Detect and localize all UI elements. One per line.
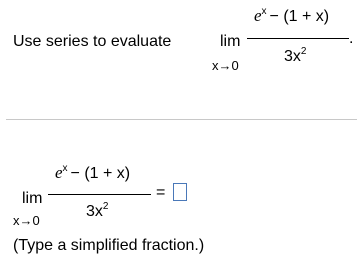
question-prompt: Use series to evaluate xyxy=(13,33,172,50)
answer-limit-label: lim xyxy=(22,190,43,207)
exp-power: x xyxy=(261,6,267,17)
answer-denominator xyxy=(86,203,108,221)
answer-numerator-rest: − (1 + x) xyxy=(70,165,131,182)
limit-subscript: x→0 xyxy=(212,58,239,73)
fraction-bar xyxy=(247,38,349,39)
answer-fraction-bar xyxy=(48,194,151,195)
answer-denominator-base: 3x xyxy=(86,203,103,220)
answer-numerator xyxy=(55,163,130,183)
section-divider xyxy=(6,119,357,120)
answer-exp-power: x xyxy=(62,163,68,174)
answer-denominator-power: 2 xyxy=(102,201,109,212)
question-numerator xyxy=(254,6,329,26)
question-denominator xyxy=(284,48,306,66)
limit-label: lim xyxy=(220,33,241,50)
period: . xyxy=(349,30,354,47)
equals-sign: = xyxy=(156,184,166,201)
denominator-base: 3x xyxy=(284,48,301,65)
answer-exp-base: e xyxy=(55,163,63,182)
denominator-power: 2 xyxy=(300,46,307,57)
answer-input[interactable] xyxy=(173,183,187,201)
numerator-rest: − (1 + x) xyxy=(269,8,330,25)
exp-base: e xyxy=(254,6,262,25)
answer-limit-subscript: x→0 xyxy=(13,213,40,228)
answer-hint: (Type a simplified fraction.) xyxy=(13,237,205,254)
